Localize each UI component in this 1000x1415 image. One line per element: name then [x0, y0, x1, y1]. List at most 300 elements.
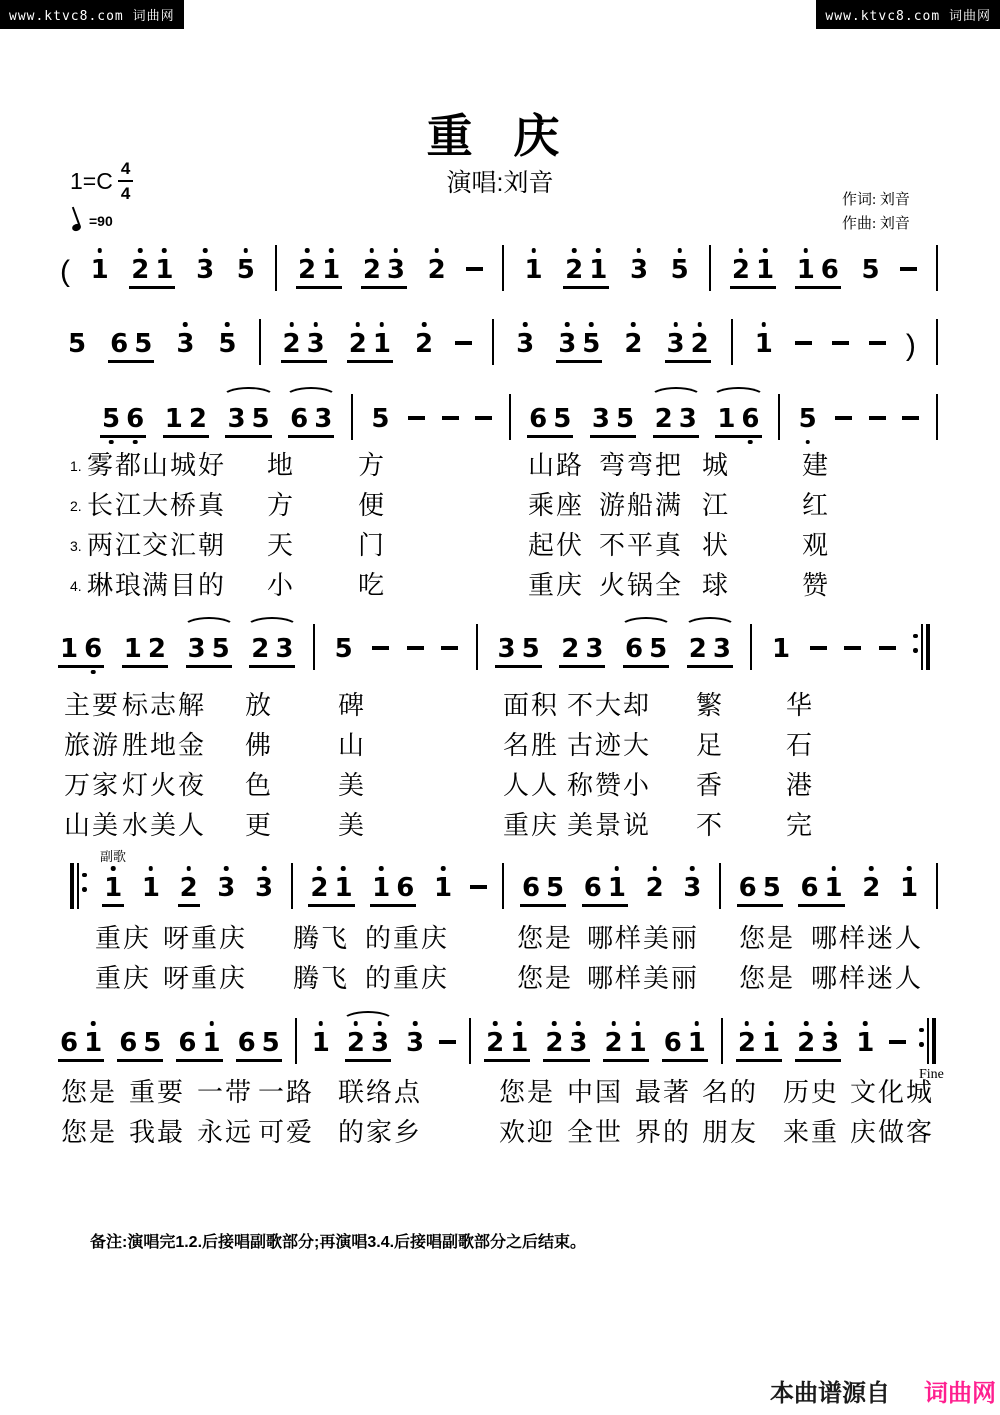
beamed-note-group	[58, 1030, 104, 1062]
note	[60, 636, 78, 662]
repeat-dot	[913, 648, 918, 653]
note	[755, 331, 773, 357]
lyric-cell: 华	[786, 691, 815, 720]
note-number: 5	[582, 329, 601, 359]
note-number: 1	[589, 255, 608, 285]
octave-up-dot	[517, 1021, 522, 1026]
duration-dash	[832, 341, 849, 345]
note	[396, 875, 414, 901]
octave-down-dot	[805, 440, 810, 445]
note-number: 5	[670, 255, 689, 285]
note-number: 2	[545, 1028, 564, 1058]
note-number: 3	[275, 634, 294, 664]
note-number: 5	[218, 329, 237, 359]
note	[524, 257, 542, 283]
slur-arc	[684, 617, 736, 637]
thick-bar	[926, 624, 930, 670]
lyric-cell: 万家	[64, 771, 121, 800]
note-number: 2	[797, 1028, 816, 1058]
octave-up-dot	[262, 866, 267, 871]
duration-dash	[900, 267, 917, 271]
lyric-cell: 不	[696, 811, 725, 840]
note-number: 2	[348, 329, 367, 359]
note-token	[178, 875, 200, 907]
note-number: 1	[687, 1028, 706, 1058]
note-token	[333, 636, 355, 668]
note-number: 6	[119, 1028, 138, 1058]
lyric-cell: 碑	[338, 691, 367, 720]
note	[667, 331, 685, 357]
duration-dash	[466, 267, 483, 271]
note	[584, 875, 602, 901]
note	[565, 257, 583, 283]
note-number: 3	[176, 329, 195, 359]
note	[110, 331, 128, 357]
note-token	[628, 257, 650, 289]
octave-up-dot	[209, 1021, 214, 1026]
octave-up-dot	[413, 1021, 418, 1026]
lyric-cell: 香	[696, 771, 725, 800]
note-number: 3	[516, 329, 535, 359]
note-token	[681, 875, 703, 907]
note	[763, 875, 781, 901]
octave-up-dot	[637, 248, 642, 253]
note	[68, 331, 86, 357]
note	[202, 1030, 220, 1056]
lyric-cell: 山美	[64, 811, 121, 840]
lyric-cell: 山城好	[142, 451, 227, 480]
note-number: 6	[529, 404, 548, 434]
note	[756, 257, 774, 283]
note	[349, 331, 367, 357]
note	[605, 1030, 623, 1056]
note	[649, 636, 667, 662]
lyric-cell: 您是	[61, 1118, 118, 1147]
time-signature-top: 4	[118, 160, 133, 182]
octave-up-dot	[319, 1021, 324, 1026]
note	[227, 406, 245, 432]
note	[314, 406, 332, 432]
slur-arc	[285, 387, 337, 407]
beamed-note-group	[296, 257, 342, 289]
note-token	[413, 331, 435, 363]
note-number: 6	[290, 404, 309, 434]
note	[148, 636, 166, 662]
barline	[502, 863, 504, 909]
note-token	[194, 257, 216, 289]
note-number: 3	[306, 329, 325, 359]
note-token	[522, 257, 544, 289]
duration-dash	[879, 646, 896, 650]
slur-arc	[222, 387, 274, 407]
note-number: 3	[196, 255, 215, 285]
octave-up-dot	[91, 1021, 96, 1026]
octave-up-dot	[329, 248, 334, 253]
lyric-cell: 小	[267, 571, 296, 600]
note	[434, 875, 452, 901]
beamed-note-group	[345, 1030, 391, 1062]
note	[307, 331, 325, 357]
octave-up-dot	[611, 1021, 616, 1026]
note-token	[404, 1030, 426, 1062]
note	[546, 875, 564, 901]
note	[510, 1030, 528, 1056]
note-number: 1	[334, 873, 353, 903]
octave-up-dot	[635, 1021, 640, 1026]
final-lyrics-block	[61, 1079, 934, 1147]
barline	[750, 624, 752, 670]
note	[310, 875, 328, 901]
lyric-cell: 哪样美丽	[587, 964, 700, 993]
beamed-note-group	[108, 331, 154, 363]
repeat-dot	[913, 634, 918, 639]
note-token	[215, 875, 237, 907]
lyric-cell: 腾飞	[293, 924, 350, 953]
octave-up-dot	[317, 866, 322, 871]
note-number: 6	[178, 1028, 197, 1058]
note	[217, 875, 235, 901]
note-number: 2	[362, 255, 381, 285]
repeat-start-barline	[70, 863, 87, 909]
lyric-cell: 美	[338, 771, 367, 800]
notation-line-intro-2	[66, 317, 938, 363]
beamed-note-group	[281, 331, 327, 363]
beamed-note-group	[623, 636, 669, 668]
note	[60, 1030, 78, 1056]
lyric-cell: 您是	[499, 1078, 556, 1107]
octave-up-dot	[289, 322, 294, 327]
note	[516, 331, 534, 357]
note-number: 3	[314, 404, 333, 434]
note	[629, 1030, 647, 1056]
octave-up-dot	[341, 866, 346, 871]
note-token	[102, 875, 124, 907]
note	[608, 875, 626, 901]
quarter-note-icon	[72, 205, 85, 231]
note	[212, 636, 230, 662]
octave-up-dot	[422, 322, 427, 327]
parenthesis: (	[60, 255, 70, 288]
note-number: 3	[497, 634, 516, 664]
note	[188, 636, 206, 662]
octave-up-dot	[523, 322, 528, 327]
note	[371, 1030, 389, 1056]
beamed-note-group	[288, 406, 334, 438]
octave-up-dot	[531, 248, 536, 253]
note-number: 5	[134, 329, 153, 359]
note	[218, 331, 236, 357]
barline	[509, 394, 511, 440]
lyric-cell: 雾都	[87, 451, 144, 480]
thin-bar	[927, 1018, 929, 1064]
lyric-cell: 中国	[567, 1078, 624, 1107]
note-number: 1	[84, 1028, 103, 1058]
octave-up-dot	[596, 248, 601, 253]
duration-dash	[407, 646, 424, 650]
beamed-note-group	[520, 875, 566, 907]
lyric-cell: 更	[245, 811, 274, 840]
lyric-cell: 山路	[528, 451, 585, 480]
octave-down-dot	[748, 440, 753, 445]
octave-up-dot	[97, 248, 102, 253]
note	[861, 257, 879, 283]
beamed-note-group	[347, 331, 393, 363]
lyric-cell: 我最	[129, 1118, 186, 1147]
note	[372, 875, 390, 901]
note-number: 5	[143, 1028, 162, 1058]
note-number: 1	[372, 873, 391, 903]
note-number: 5	[236, 255, 255, 285]
octave-up-dot	[589, 322, 594, 327]
lyric-cell: 永远	[197, 1118, 254, 1147]
note	[900, 875, 918, 901]
note-number: 3	[255, 873, 274, 903]
note-number: 6	[738, 873, 757, 903]
verse-lyrics-block-2	[64, 692, 814, 840]
octave-up-dot	[763, 248, 768, 253]
note-number: 1	[772, 634, 791, 664]
barline	[351, 394, 353, 440]
note	[569, 1030, 587, 1056]
note	[585, 636, 603, 662]
note-number: 1	[761, 1028, 781, 1058]
note	[322, 257, 340, 283]
lyric-cell: 的重庆	[365, 964, 450, 993]
duration-dash	[455, 341, 472, 345]
note-number: 1	[856, 1028, 875, 1058]
beamed-note-group	[225, 406, 271, 438]
note-number: 6	[820, 255, 839, 285]
note-number: 2	[414, 329, 434, 359]
barline	[259, 319, 261, 365]
octave-up-dot	[697, 322, 702, 327]
lyric-cell: 主要	[64, 691, 121, 720]
note-token	[770, 636, 792, 668]
beamed-note-group	[58, 636, 104, 668]
verse-number: 3.	[70, 538, 82, 554]
lyric-cell: 美景说	[567, 811, 652, 840]
lyric-cell: 联络点	[338, 1078, 423, 1107]
octave-up-dot	[493, 1021, 498, 1026]
note-number: 3	[666, 329, 685, 359]
beamed-note-group	[687, 636, 733, 668]
octave-up-dot	[552, 1021, 557, 1026]
note-number: 2	[862, 873, 881, 903]
beamed-note-group	[527, 406, 573, 438]
note-number: 6	[741, 404, 760, 434]
octave-up-dot	[394, 248, 399, 253]
beamed-note-group	[563, 257, 609, 289]
lyric-cell: 一路	[258, 1078, 315, 1107]
note-number: 3	[558, 329, 577, 359]
repeat-dots	[82, 863, 87, 901]
note-number: 3	[187, 634, 206, 664]
lyric-cell: 最著	[635, 1078, 692, 1107]
beamed-note-group	[129, 257, 175, 289]
note-number: 2	[298, 255, 317, 285]
note	[762, 1030, 780, 1056]
beamed-note-group	[176, 1030, 222, 1062]
note	[553, 406, 571, 432]
note-number: 2	[624, 329, 643, 359]
note-number: 6	[624, 634, 644, 664]
lyric-cell: 称赞小	[567, 771, 652, 800]
note-number: 2	[251, 634, 270, 664]
note	[143, 1030, 161, 1056]
lyric-cell: 您是	[517, 924, 574, 953]
lyric-cell: 完	[786, 811, 815, 840]
note	[545, 1030, 563, 1056]
watermark-top-right: www.ktvc8.com 词曲网	[816, 0, 1000, 29]
lyric-cell: 庆做客	[850, 1118, 935, 1147]
lyric-cell: 呀重庆	[163, 964, 248, 993]
octave-up-dot	[615, 866, 620, 871]
octave-up-dot	[149, 866, 154, 871]
note	[180, 875, 198, 901]
note	[589, 257, 607, 283]
note-number: 2	[690, 329, 709, 359]
note-number: 1	[155, 255, 174, 285]
note-number: 5	[68, 329, 87, 359]
beamed-note-group	[653, 406, 699, 438]
barline	[936, 394, 938, 440]
note-number: 2	[645, 873, 664, 903]
note-number: 5	[798, 404, 817, 434]
note	[237, 257, 255, 283]
duration-dash	[795, 341, 812, 345]
tempo-mark	[72, 205, 113, 231]
note-token	[860, 875, 882, 907]
beamed-note-group	[186, 636, 232, 668]
lyric-cell: 乘座	[528, 491, 585, 520]
note-number: 1	[433, 873, 453, 903]
note	[821, 1030, 839, 1056]
octave-up-dot	[224, 866, 229, 871]
note-number: 5	[371, 404, 390, 434]
lyric-cell: 方	[267, 491, 296, 520]
note-number: 6	[60, 1028, 79, 1058]
octave-up-dot	[677, 248, 682, 253]
note-number: 1	[123, 634, 142, 664]
octave-up-dot	[690, 866, 695, 871]
note-number: 3	[569, 1028, 588, 1058]
note	[165, 406, 183, 432]
beamed-note-group	[117, 1030, 163, 1062]
note	[664, 1030, 682, 1056]
octave-up-dot	[572, 248, 577, 253]
octave-up-dot	[305, 248, 310, 253]
lyric-cell: 状	[702, 531, 731, 560]
note	[797, 257, 815, 283]
source-attribution	[770, 1373, 996, 1408]
lyric-cell: 吃	[358, 571, 387, 600]
parenthesis: )	[905, 329, 916, 362]
barline	[275, 245, 277, 291]
note-number: 3	[678, 404, 697, 434]
repeat-dots	[919, 1018, 924, 1056]
note-number: 5	[521, 634, 540, 664]
octave-up-dot	[380, 322, 385, 327]
lyric-cell: 呀重庆	[163, 924, 248, 953]
octave-up-dot	[803, 248, 808, 253]
lyric-cell: 朋友	[702, 1118, 759, 1147]
lyric-cell: 水美人	[122, 811, 207, 840]
note-number: 1	[202, 1028, 221, 1058]
lyric-cell: 哪样迷人	[811, 964, 924, 993]
note-number: 1	[60, 634, 79, 664]
lyric-cell: 重庆	[503, 811, 560, 840]
beamed-note-group	[370, 875, 416, 907]
lyric-cell: 足	[696, 731, 725, 760]
note-number: 3	[217, 873, 236, 903]
note-number: 3	[386, 255, 405, 285]
barline	[778, 394, 780, 440]
notation-line-intro-1	[60, 243, 938, 289]
lyric-cell: 哪样美丽	[587, 924, 700, 953]
barline	[936, 245, 938, 291]
note-number: 1	[372, 329, 391, 359]
note	[178, 1030, 196, 1056]
note	[335, 636, 353, 662]
note-number: 5	[553, 404, 572, 434]
note	[251, 636, 269, 662]
beamed-note-group	[361, 257, 407, 289]
octave-up-dot	[186, 866, 191, 871]
note-token	[854, 1030, 876, 1062]
note	[196, 257, 214, 283]
source-text: 本曲谱源自	[770, 1380, 890, 1407]
slur-arc	[620, 617, 672, 637]
note	[671, 257, 689, 283]
octave-up-dot	[828, 1021, 833, 1026]
note-number: 2	[561, 634, 580, 664]
verse-number: 4.	[70, 578, 82, 594]
note	[800, 875, 818, 901]
note	[739, 875, 757, 901]
octave-up-dot	[379, 866, 384, 871]
lyric-cell: 红	[802, 491, 831, 520]
beamed-note-group	[163, 406, 209, 438]
beamed-note-group	[715, 406, 761, 438]
octave-up-dot	[652, 866, 657, 871]
duration-dash	[869, 341, 886, 345]
note	[363, 257, 381, 283]
lyric-cell: 火锅全	[599, 571, 684, 600]
note-number: 1	[311, 1028, 330, 1058]
note	[119, 1030, 137, 1056]
duration-dash	[408, 416, 425, 420]
beamed-note-group	[100, 406, 146, 438]
lyric-cell: 标志解	[122, 691, 207, 720]
note	[262, 1030, 280, 1056]
note-number: 5	[762, 873, 781, 903]
beamed-note-group	[736, 1030, 782, 1062]
barline	[469, 1018, 471, 1064]
note-number: 6	[800, 873, 819, 903]
verse-number: 2.	[70, 498, 82, 514]
octave-up-dot	[244, 248, 249, 253]
song-title: 重 庆	[426, 110, 574, 162]
octave-up-dot	[111, 866, 116, 871]
lyric-cell: 不大却	[567, 691, 652, 720]
lyric-cell: 哪样迷人	[811, 924, 924, 953]
note-number: 5	[261, 1028, 280, 1058]
lyric-cell: 观	[802, 531, 831, 560]
note-number: 1	[754, 329, 773, 359]
lyric-cell: 建	[802, 451, 831, 480]
note-token	[753, 331, 775, 363]
note-number: 5	[861, 255, 880, 285]
